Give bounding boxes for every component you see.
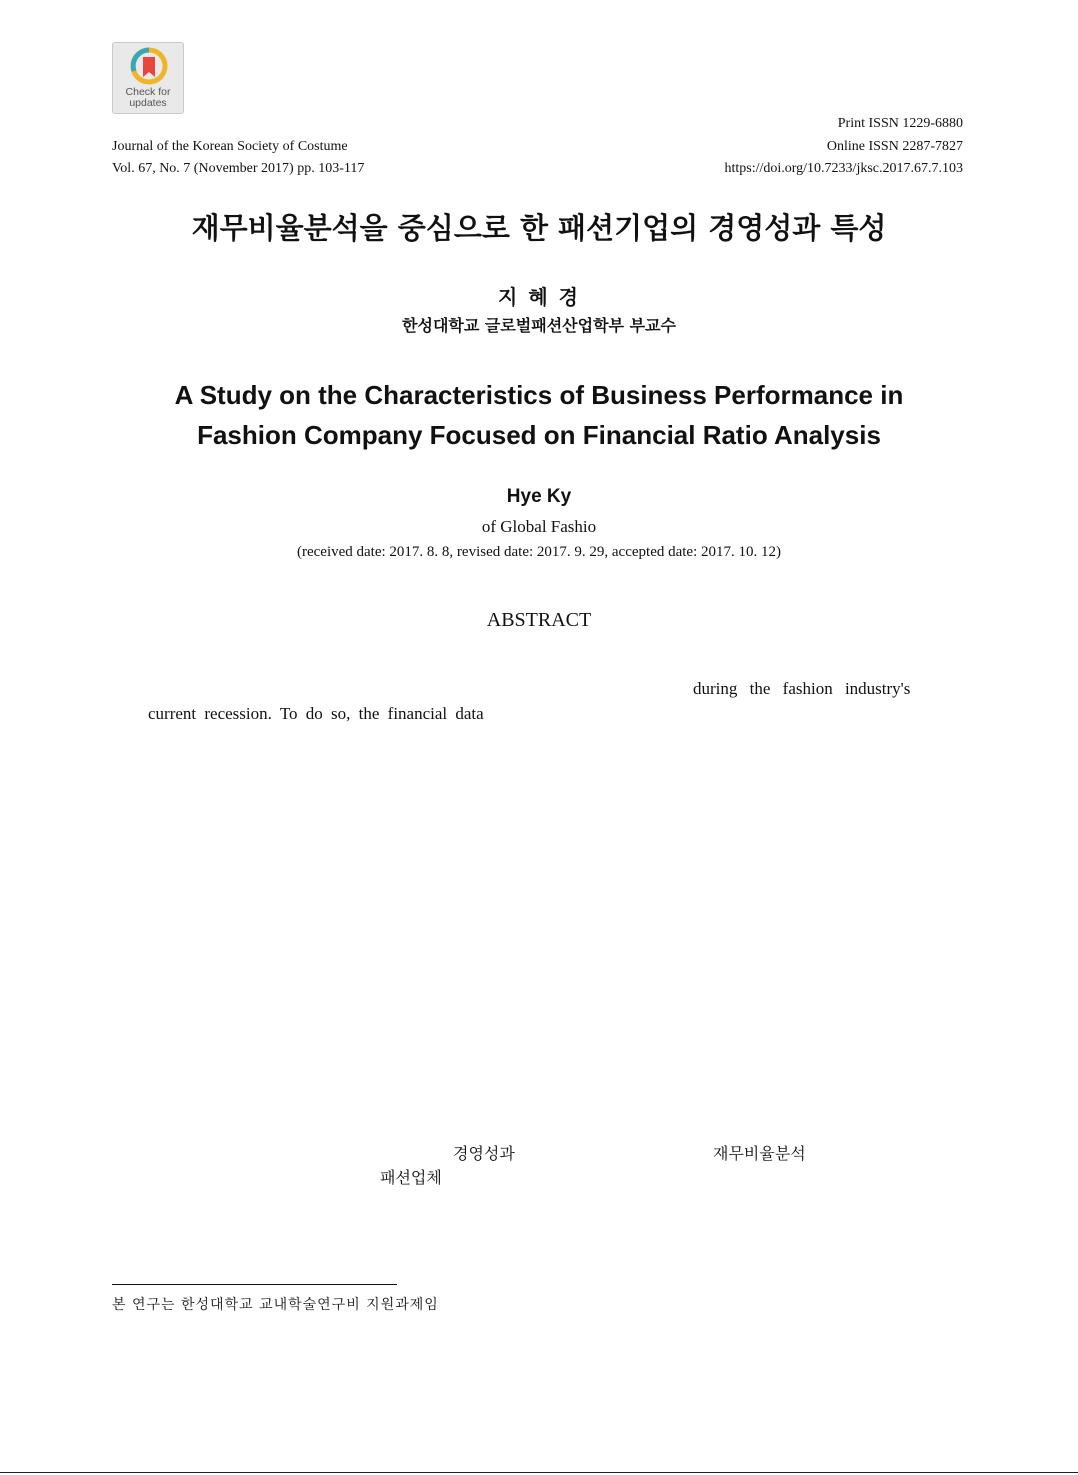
- keyword-fashion-company: 패션업체: [380, 1168, 442, 1187]
- author-korean: 지 혜 경: [498, 285, 580, 309]
- affiliation-korean: 한성대학교 글로벌패션산업학부 부교수: [402, 316, 676, 335]
- print-issn: Print ISSN 1229-6880: [837, 116, 963, 131]
- badge-label: Check for updates: [125, 86, 171, 109]
- journal-name: Journal of the Korean Society of Costume: [112, 139, 348, 154]
- footnote-divider: [112, 1284, 397, 1285]
- online-issn: Online ISSN 2287-7827: [826, 139, 963, 154]
- keyword-business-performance: 경영성과: [453, 1144, 515, 1163]
- title-english: [0, 375, 1078, 455]
- title-korean: 재무비율분석을 중심으로 한 패션기업의 경영성과 특성: [191, 211, 887, 245]
- doi-link[interactable]: https://doi.org/10.7233/jksc.2017.67.7.103: [724, 161, 963, 176]
- title-english-line2: Fashion Company Focused on Financial Ratio Analysis: [197, 420, 881, 450]
- check-for-updates-badge[interactable]: [112, 42, 184, 114]
- author-english: Hye Ky: [506, 486, 572, 507]
- footnote: 본 연구는 한성대학교 교내학술연구비 지원과제임: [112, 1297, 439, 1313]
- manuscript-dates: (received date: 2017. 8. 8, revised date: 2017. 9. 29, accepted date: 2017. 10. 12): [296, 544, 781, 560]
- check-for-updates-icon: [130, 47, 168, 87]
- journal-issue: Vol. 67, No. 7 (November 2017) pp. 103-117: [112, 161, 365, 176]
- page-bottom-rule: [0, 1472, 1078, 1473]
- affiliation-english: of Global Fashio: [481, 517, 597, 536]
- keyword-financial-ratio-analysis: 재무비율분석: [713, 1144, 806, 1163]
- title-english-line1: A Study on the Characteristics of Business Performance in: [174, 380, 904, 410]
- abstract-line-1: during the fashion industry's: [693, 679, 911, 698]
- abstract-line-2: current recession. To do so, the financial data: [148, 704, 484, 723]
- abstract-heading: ABSTRACT: [486, 609, 592, 631]
